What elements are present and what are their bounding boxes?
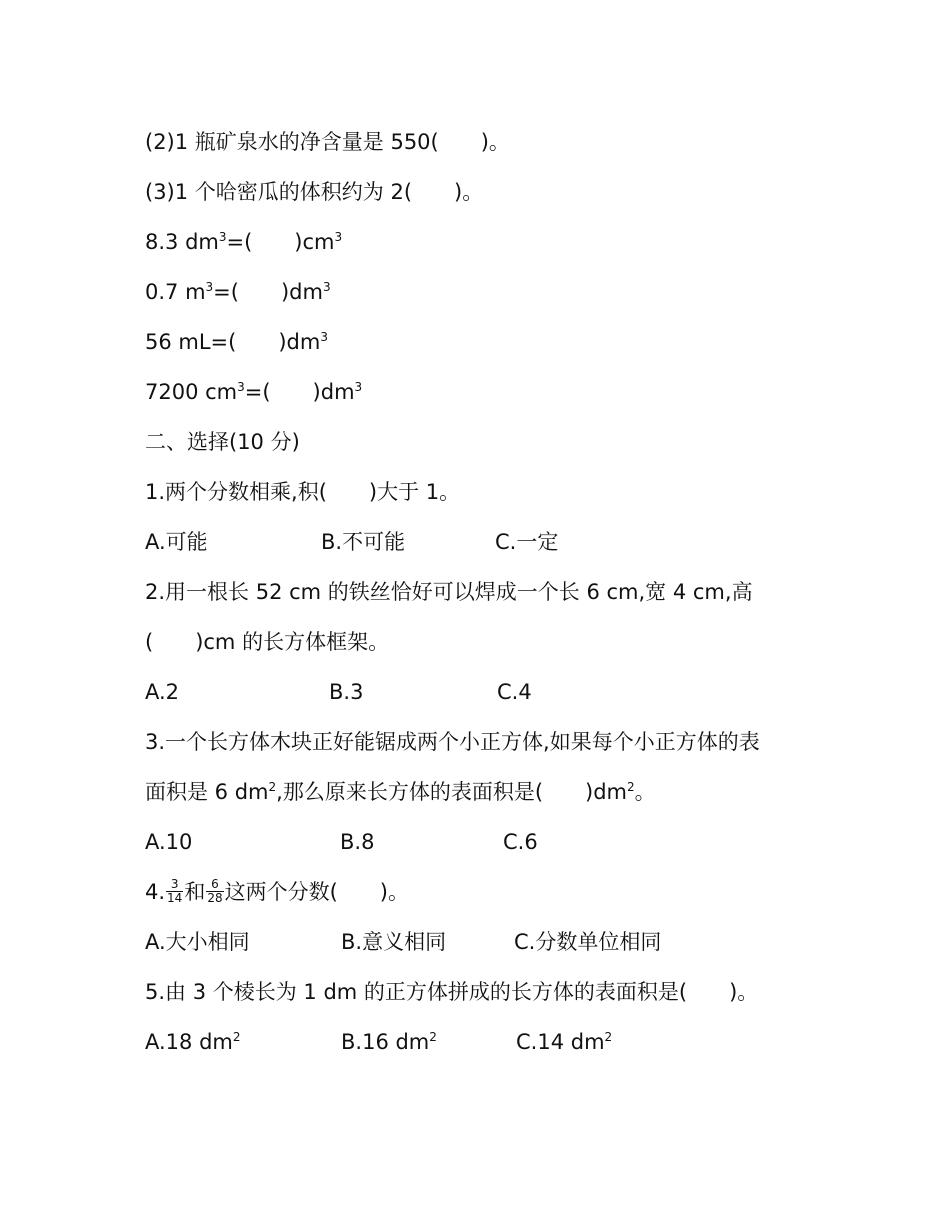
- option-text: B.16 dm: [341, 1030, 430, 1054]
- option-c: C.4: [497, 680, 532, 704]
- option-c: [516, 1029, 612, 1055]
- superscript: 2: [627, 780, 635, 794]
- choice-text: 这两个分数( )。: [224, 880, 409, 904]
- choice-text: 。: [634, 780, 656, 804]
- choice-text: 面积是 6 dm: [145, 780, 269, 804]
- superscript: 3: [334, 230, 343, 244]
- choice-text: 4.: [145, 880, 166, 904]
- option-a: A.大小相同: [145, 930, 250, 954]
- choice-3-line1: 3.一个长方体木块正好能锯成两个小正方体,如果每个小正方体的表: [145, 730, 760, 754]
- option-a: A.2: [145, 680, 180, 704]
- conversion-text: 56 mL=( )dm: [145, 330, 321, 354]
- option-c: C.分数单位相同: [514, 930, 662, 954]
- conversion-text: =( )dm: [244, 380, 355, 404]
- superscript: 2: [268, 780, 277, 794]
- choice-text: ,那么原来长方体的表面积是( )dm: [276, 780, 627, 804]
- conversion-text: 7200 cm: [145, 380, 238, 404]
- conversion-2: [145, 279, 331, 305]
- choice-3-line2: [145, 779, 656, 805]
- fraction-denominator: 28: [207, 890, 223, 905]
- option-b: B.不可能: [321, 530, 406, 554]
- choice-1: 1.两个分数相乘,积( )大于 1。: [145, 480, 461, 504]
- conversion-text: =( )dm: [213, 280, 323, 304]
- superscript: 2: [232, 1030, 241, 1044]
- fraction: [166, 878, 183, 905]
- option-b: B.意义相同: [341, 930, 447, 954]
- option-b: [341, 1029, 437, 1055]
- fraction-denominator: 14: [167, 890, 183, 905]
- option-a: A.10: [145, 830, 193, 854]
- conversion-text: 8.3 dm: [145, 230, 219, 254]
- superscript: 3: [205, 280, 214, 294]
- choice-2-line2: ( )cm 的长方体框架。: [145, 630, 390, 654]
- option-c: C.6: [503, 830, 538, 854]
- superscript: 3: [322, 280, 331, 294]
- superscript: 3: [218, 230, 227, 244]
- superscript: 2: [604, 1030, 613, 1044]
- fraction: [206, 878, 223, 905]
- superscript: 3: [237, 380, 245, 394]
- superscript: 3: [320, 330, 328, 344]
- choice-text: 和: [184, 880, 206, 904]
- question-3: (3)1 个哈密瓜的体积约为 2( )。: [145, 180, 484, 204]
- option-b: B.3: [329, 680, 364, 704]
- conversion-text: =( )cm: [226, 230, 335, 254]
- option-c: C.一定: [495, 530, 559, 554]
- fraction-numerator: 3: [166, 878, 183, 892]
- question-2: (2)1 瓶矿泉水的净含量是 550( )。: [145, 130, 510, 154]
- superscript: 2: [429, 1030, 437, 1044]
- option-text: C.14 dm: [516, 1030, 605, 1054]
- fraction-numerator: 6: [206, 878, 223, 892]
- option-a: [145, 1029, 241, 1055]
- choice-4: [145, 876, 409, 907]
- option-a: A.可能: [145, 530, 208, 554]
- choice-5: 5.由 3 个棱长为 1 dm 的正方体拼成的长方体的表面积是( )。: [145, 980, 759, 1004]
- superscript: 3: [354, 380, 363, 394]
- section-heading: 二、选择(10 分): [145, 430, 300, 454]
- conversion-4: [145, 379, 362, 405]
- conversion-3: [145, 329, 328, 355]
- option-b: B.8: [340, 830, 375, 854]
- choice-2-line1: 2.用一根长 52 cm 的铁丝恰好可以焊成一个长 6 cm,宽 4 cm,高: [145, 580, 753, 604]
- conversion-text: 0.7 m: [145, 280, 206, 304]
- option-text: A.18 dm: [145, 1030, 233, 1054]
- conversion-1: [145, 229, 342, 255]
